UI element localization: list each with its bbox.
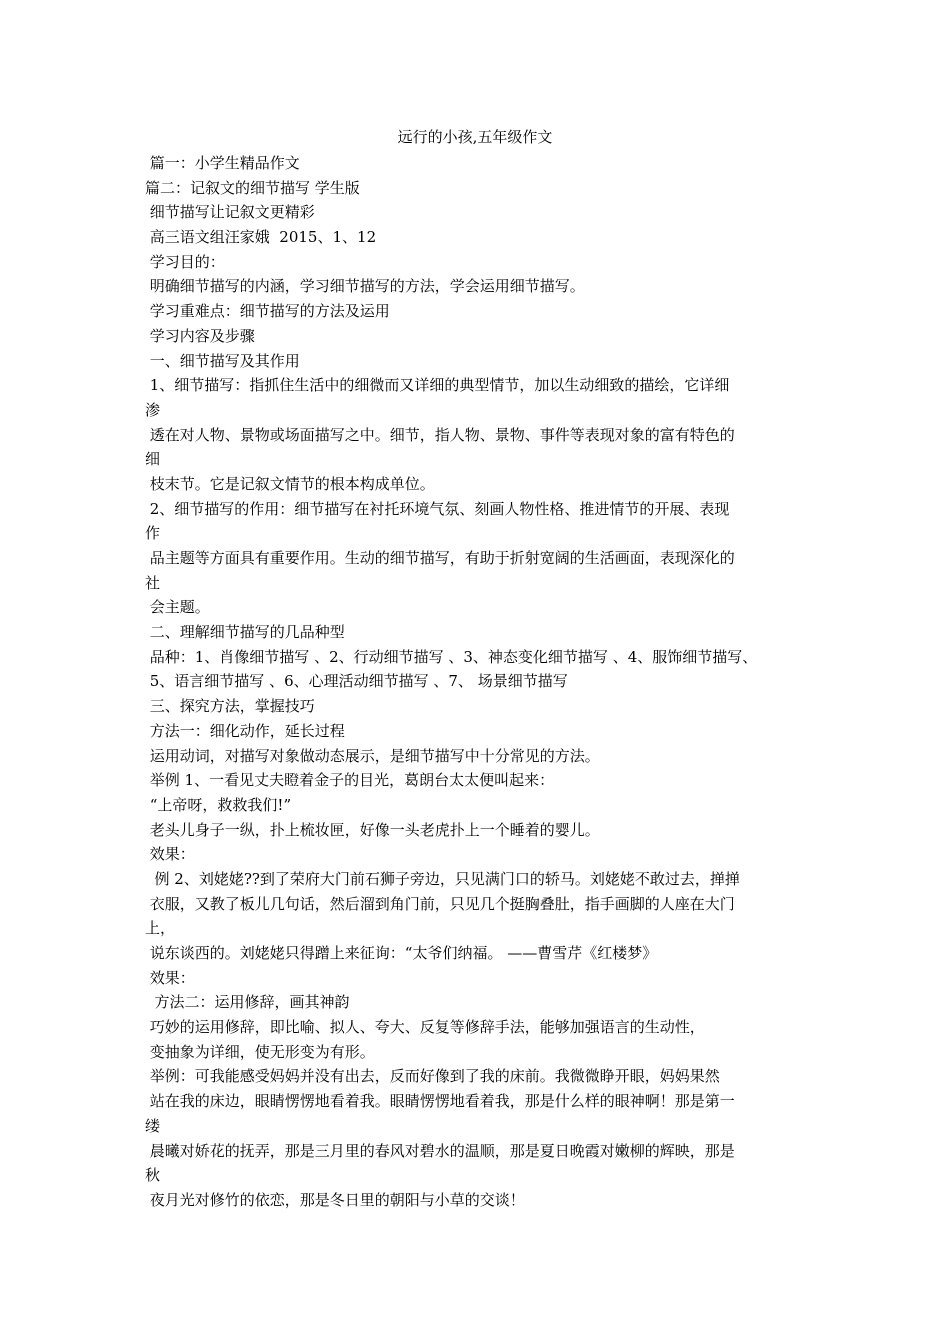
text-line: 举例：可我能感受妈妈并没有出去，反而好像到了我的床前。我微微睁开眼，妈妈果然 (145, 1067, 720, 1086)
text-line: 渗 (145, 400, 161, 419)
text-line: 学习内容及步骤 (145, 326, 255, 345)
text-line: 缕 (145, 1116, 161, 1135)
text-line: 细节描写让记叙文更精彩 (145, 203, 315, 222)
text-line: 二、理解细节描写的几品种型 (145, 623, 345, 642)
text-line: 站在我的床边，眼睛愣愣地看着我。眼睛愣愣地看着我，那是什么样的眼神啊！那是第一 (145, 1092, 735, 1111)
text-line: 例 2、刘姥姥??到了荣府大门前石狮子旁边，只见满门口的轿马。刘姥姥不敢过去，掸掸 (145, 869, 740, 888)
text-line: 上， (145, 919, 176, 938)
text-line: 学习目的： (145, 252, 225, 271)
text-line: 品种：1、肖像细节描写 、2、行动细节描写 、3、神态变化细节描写 、4、服饰细节描写、 (145, 647, 758, 666)
document-body (145, 151, 813, 1213)
text-line: 篇二：记叙文的细节描写 学生版 (145, 178, 360, 197)
text-line: 明确细节描写的内涵，学习细节描写的方法，学会运用细节描写。 (145, 277, 585, 296)
text-line: 高三语文组汪家娥 2015、1、12 (145, 228, 377, 247)
text-line: 品主题等方面具有重要作用。生动的细节描写，有助于折射宽阔的生活画面，表现深化的 (145, 549, 735, 567)
text-line: 晨曦对娇花的抚弄，那是三月里的春风对碧水的温顺，那是夏日晚霞对嫩柳的辉映，那是 (145, 1141, 735, 1160)
text-line: 透在对人物、景物或场面描写之中。细节，指人物、景物、事件等表现对象的富有特色的 (145, 425, 735, 444)
text-line: 作 (145, 524, 161, 543)
text-line: 1、细节描写：指抓住生活中的细微而又详细的典型情节，加以生动细致的描绘，它详细 (145, 376, 730, 395)
text-line: 效果： (145, 845, 195, 864)
text-line: 巧妙的运用修辞，即比喻、拟人、夸大、反复等修辞手法，能够加强语言的生动性， (145, 1018, 705, 1037)
text-line: 学习重难点：细节描写的方法及运用 (145, 302, 390, 321)
text-line: 衣服，又教了板儿几句话，然后溜到角门前，只见几个挺胸叠肚，指手画脚的人座在大门 (145, 894, 735, 913)
text-line: 一、细节描写及其作用 (145, 351, 300, 370)
text-line: 说东谈西的。刘姥姥只得蹭上来征询：“太爷们纳福。 ——曹雪芹《红楼梦》 (145, 944, 658, 962)
text-line: 运用动词，对描写对象做动态展示，是细节描写中十分常见的方法。 (145, 746, 600, 765)
text-line: 5、语言细节描写 、6、心理活动细节描写 、7、 场景细节描写 (145, 672, 568, 691)
text-line: 夜月光对修竹的依恋，那是冬日里的朝阳与小草的交谈！ (145, 1190, 525, 1209)
text-line: 会主题。 (145, 598, 210, 617)
text-line: “上帝呀，救救我们!” (145, 795, 292, 814)
text-line: 方法二：运用修辞，画其神韵 (145, 993, 350, 1012)
text-line: 社 (145, 573, 161, 592)
text-line: 变抽象为详细，使无形变为有形。 (145, 1042, 375, 1061)
text-line: 效果： (145, 968, 195, 987)
text-line: 方法一：细化动作，延长过程 (145, 721, 345, 740)
text-line: 举例 1、一看见丈夫瞪着金子的目光，葛朗台太太便叫起来： (145, 771, 555, 790)
document-title: 远行的小孩,五年级作文 (397, 128, 553, 146)
text-line: 2、细节描写的作用：细节描写在衬托环境气氛、刻画人物性格、推进情节的开展、表现 (145, 499, 730, 518)
text-line: 老头儿身子一纵，扑上梳妆匣，好像一头老虎扑上一个睡着的婴儿。 (145, 820, 600, 839)
text-line: 枝末节。它是记叙文情节的根本构成单位。 (145, 474, 435, 493)
text-line: 篇一：小学生精品作文 (145, 154, 300, 172)
text-line: 秋 (145, 1166, 161, 1185)
text-line: 细 (145, 450, 161, 469)
text-line: 三、探究方法，掌握技巧 (145, 697, 315, 716)
